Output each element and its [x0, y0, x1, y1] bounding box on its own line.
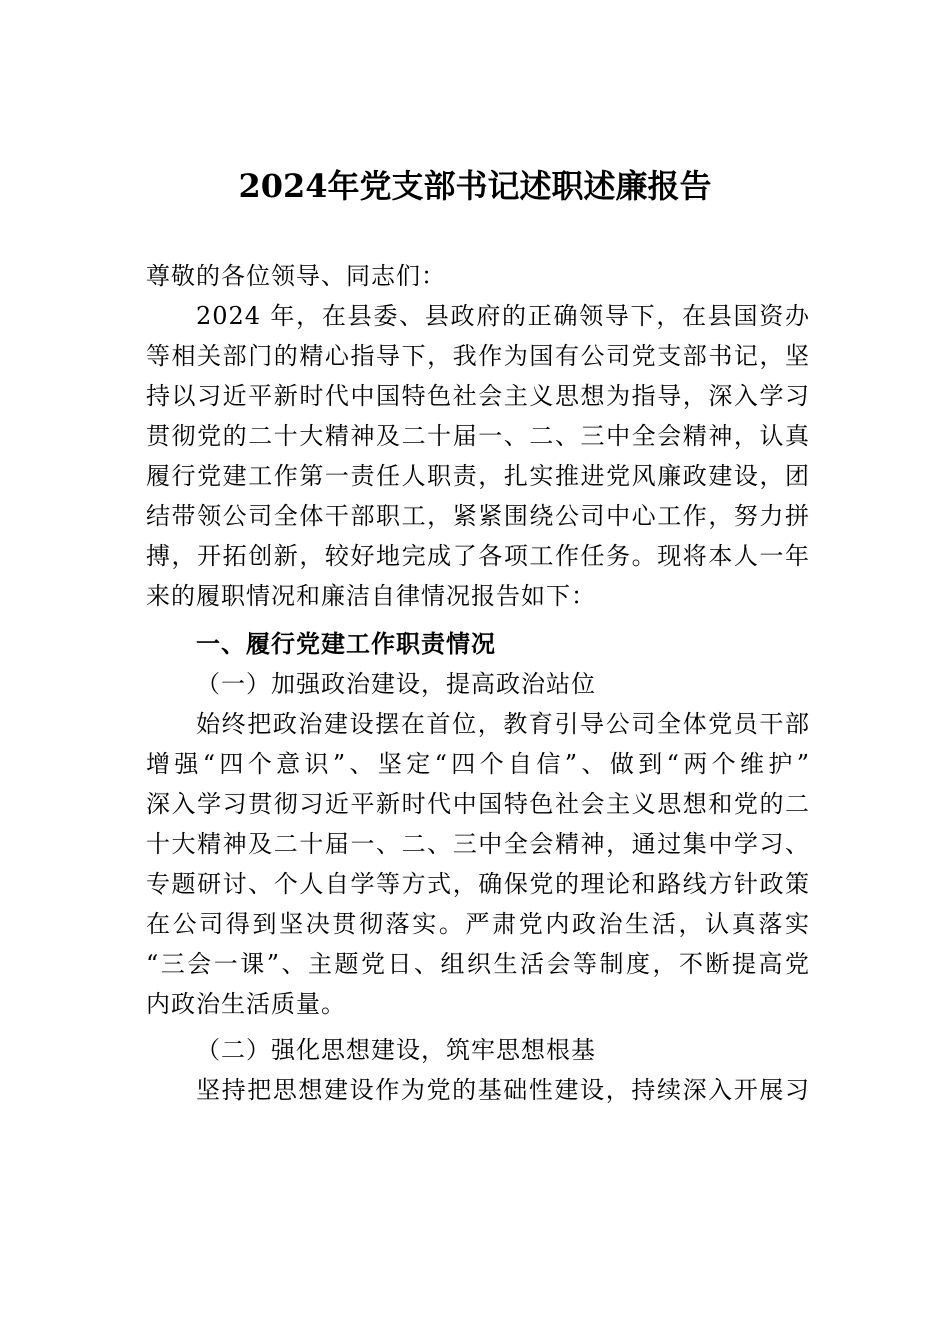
section-heading: 一、履行党建工作职责情况 [196, 629, 496, 658]
intro-line: 持以习近平新时代中国特色社会主义思想为指导，深入学习 [146, 382, 810, 410]
subsection-heading: （一）加强政治建设，提高政治站位 [196, 670, 596, 698]
paragraph-line: 十大精神及二十届一、二、三中全会精神，通过集中学习、 [146, 830, 810, 858]
salutation: 尊敬的各位领导、同志们： [146, 262, 446, 290]
paragraph-line: 在公司得到坚决贯彻落实。严肃党内政治生活，认真落实 [146, 910, 810, 938]
intro-line: 2024 年，在县委、县政府的正确领导下，在县国资办 [196, 302, 810, 330]
intro-line: 搏，开拓创新，较好地完成了各项工作任务。现将本人一年 [146, 542, 810, 570]
document-title: 2024年党支部书记述职述廉报告 [238, 167, 712, 205]
subsection-heading: （二）强化思想建设，筑牢思想根基 [196, 1036, 596, 1064]
intro-line: 等相关部门的精心指导下，我作为国有公司党支部书记，坚 [146, 342, 810, 370]
intro-line: 履行党建工作第一责任人职责，扎实推进党风廉政建设，团 [146, 462, 810, 490]
paragraph-line: 增强“四个意识”、坚定“四个自信”、做到“两个维护” [146, 750, 810, 778]
intro-line: 来的履职情况和廉洁自律情况报告如下： [146, 582, 596, 610]
document-body [146, 256, 810, 1110]
paragraph-line: 专题研讨、个人自学等方式，确保党的理论和路线方针政策 [146, 870, 810, 898]
intro-line: 贯彻党的二十大精神及二十届一、二、三中全会精神，认真 [146, 422, 810, 450]
paragraph-line: 内政治生活质量。 [146, 990, 346, 1018]
paragraph-line: “三会一课”、主题党日、组织生活会等制度，不断提高党 [146, 950, 810, 978]
paragraph-line: 深入学习贯彻习近平新时代中国特色社会主义思想和党的二 [146, 790, 810, 818]
paragraph-line: 坚持把思想建设作为党的基础性建设，持续深入开展习 [196, 1076, 810, 1104]
intro-line: 结带领公司全体干部职工，紧紧围绕公司中心工作，努力拼 [146, 502, 810, 530]
paragraph-line: 始终把政治建设摆在首位，教育引导公司全体党员干部 [196, 710, 810, 738]
